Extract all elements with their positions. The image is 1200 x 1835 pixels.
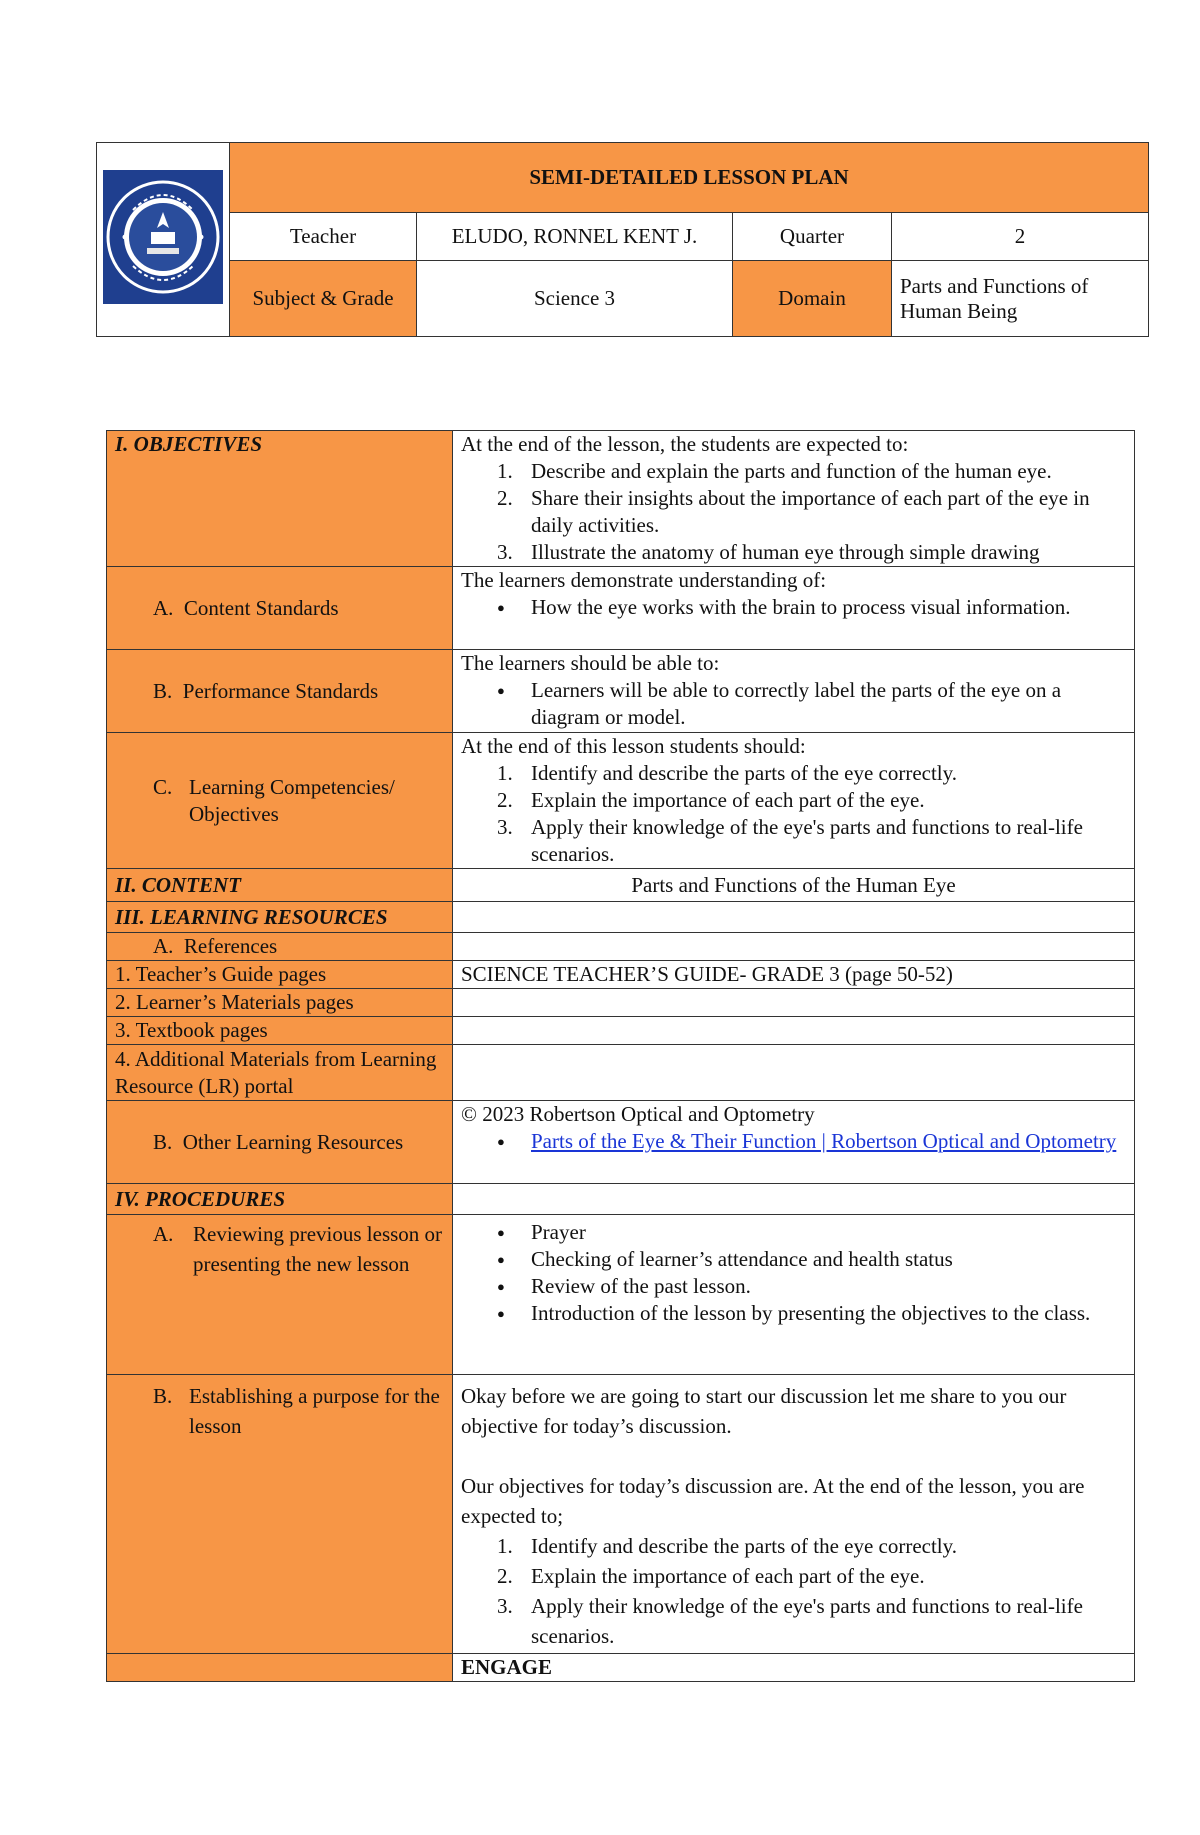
content-standards-label: A. Content Standards (107, 567, 453, 650)
header-table (96, 142, 1149, 337)
objectives-list (461, 458, 1126, 566)
quarter-value: 2 (892, 213, 1149, 261)
college-seal-icon (103, 170, 223, 304)
references-row (107, 933, 1135, 961)
other-resources-cell (453, 1101, 1135, 1184)
list-item: ● Introduction of the lesson by presenting the objectives to the class. (461, 1300, 1126, 1327)
list-item: ● Checking of learner’s attendance and health status (461, 1246, 1126, 1273)
purpose-row (107, 1375, 1135, 1654)
subject-value: Science 3 (417, 261, 733, 337)
domain-label: Domain (733, 261, 892, 337)
list-item: ● Prayer (461, 1219, 1126, 1246)
other-resources-row (107, 1101, 1135, 1184)
list-item (461, 1128, 1126, 1155)
teacher-label: Teacher (230, 213, 417, 261)
logo-cell (97, 143, 230, 337)
list-item: 1. Identify and describe the parts of the eye correctly. (497, 1534, 958, 1558)
procedures-row (107, 1184, 1135, 1215)
competencies-row (107, 733, 1135, 869)
performance-standards-row (107, 650, 1135, 733)
list-item: 1. Describe and explain the parts and function of the human eye. (497, 459, 1052, 483)
teachers-guide-row (107, 961, 1135, 989)
list-item: 3. Apply their knowledge of the eye's parts and functions to real-life scenarios. (497, 1594, 1083, 1648)
teachers-guide-label: 1. Teacher’s Guide pages (107, 961, 453, 989)
subject-label: Subject & Grade (230, 261, 417, 337)
textbook-row (107, 1017, 1135, 1045)
procedures-label: IV. PROCEDURES (107, 1184, 453, 1215)
engage-row (107, 1654, 1135, 1682)
competencies-cell: At the end of this lesson students should: 1. Identify and describe the parts of the eye correctly. 2. Explain the importance of each part of the eye. 3. Apply their knowledge of the eye's parts and functions to real-life scenarios. (453, 733, 1135, 869)
teachers-guide-value: SCIENCE TEACHER’S GUIDE- GRADE 3 (page 50-52) (453, 961, 1135, 989)
teacher-name: ELUDO, RONNEL KENT J. (417, 213, 733, 261)
purpose-cell (453, 1375, 1135, 1654)
robertson-optical-link[interactable]: Parts of the Eye & Their Function | Robertson Optical and Optometry (531, 1129, 1117, 1153)
content-standards-row (107, 567, 1135, 650)
objectives-label: I. OBJECTIVES (107, 431, 453, 567)
objectives-cell (453, 431, 1135, 567)
other-resources-source: © 2023 Robertson Optical and Optometry (461, 1102, 815, 1126)
list-item: 3. Apply their knowledge of the eye's parts and functions to real-life scenarios. (497, 815, 1083, 866)
resources-label: III. LEARNING RESOURCES (107, 902, 453, 933)
lr-portal-label: 4. Additional Materials from Learning Resource (LR) portal (107, 1045, 453, 1101)
performance-standards-cell: The learners should be able to: ● Learners will be able to correctly label the parts of the eye on a diagram or model. (453, 650, 1135, 733)
lr-portal-row (107, 1045, 1135, 1101)
purpose-paragraph: Okay before we are going to start our discussion let me share to you our objective for today’s discussion. (461, 1384, 1067, 1438)
engage-heading: ENGAGE (453, 1654, 1135, 1682)
reviewing-label: A. Reviewing previous lesson or presenting the new lesson (107, 1215, 453, 1375)
content-standards-cell: The learners demonstrate understanding of: ● How the eye works with the brain to process visual information. (453, 567, 1135, 650)
list-item: 2. Explain the importance of each part of the eye. (497, 788, 925, 812)
purpose-paragraph: Our objectives for today’s discussion are. At the end of the lesson, you are expected to; (461, 1474, 1085, 1528)
content-value: Parts and Functions of the Human Eye (453, 869, 1135, 902)
list-item: ● Learners will be able to correctly label the parts of the eye on a diagram or model. (461, 677, 1126, 731)
list-item: ● Review of the past lesson. (461, 1273, 1126, 1300)
other-resources-label: B. Other Learning Resources (107, 1101, 453, 1184)
plan-title: SEMI-DETAILED LESSON PLAN (230, 143, 1149, 213)
resources-row (107, 902, 1135, 933)
list-item: ● How the eye works with the brain to process visual information. (461, 594, 1126, 621)
references-label: A. References (107, 933, 453, 961)
performance-standards-label: B. Performance Standards (107, 650, 453, 733)
objectives-intro: At the end of the lesson, the students are expected to: (461, 432, 909, 456)
content-label: II. CONTENT (107, 869, 453, 902)
purpose-label: B. Establishing a purpose for the lesson (107, 1375, 453, 1654)
lesson-plan-table (106, 430, 1135, 1682)
content-row (107, 869, 1135, 902)
quarter-label: Quarter (733, 213, 892, 261)
list-item: 1. Identify and describe the parts of the eye correctly. (497, 761, 958, 785)
list-item: 3. Illustrate the anatomy of human eye through simple drawing (497, 540, 1040, 564)
competencies-label: C. Learning Competencies/ Objectives (107, 733, 453, 869)
list-item: 2. Explain the importance of each part of the eye. (497, 1564, 925, 1588)
domain-value: Parts and Functions of Human Being (892, 261, 1149, 337)
reviewing-row (107, 1215, 1135, 1375)
learners-materials-label: 2. Learner’s Materials pages (107, 989, 453, 1017)
reviewing-cell (453, 1215, 1135, 1375)
objectives-row (107, 431, 1135, 567)
learners-materials-row (107, 989, 1135, 1017)
list-item: 2. Share their insights about the importance of each part of the eye in daily activities. (497, 486, 1090, 537)
textbook-label: 3. Textbook pages (107, 1017, 453, 1045)
